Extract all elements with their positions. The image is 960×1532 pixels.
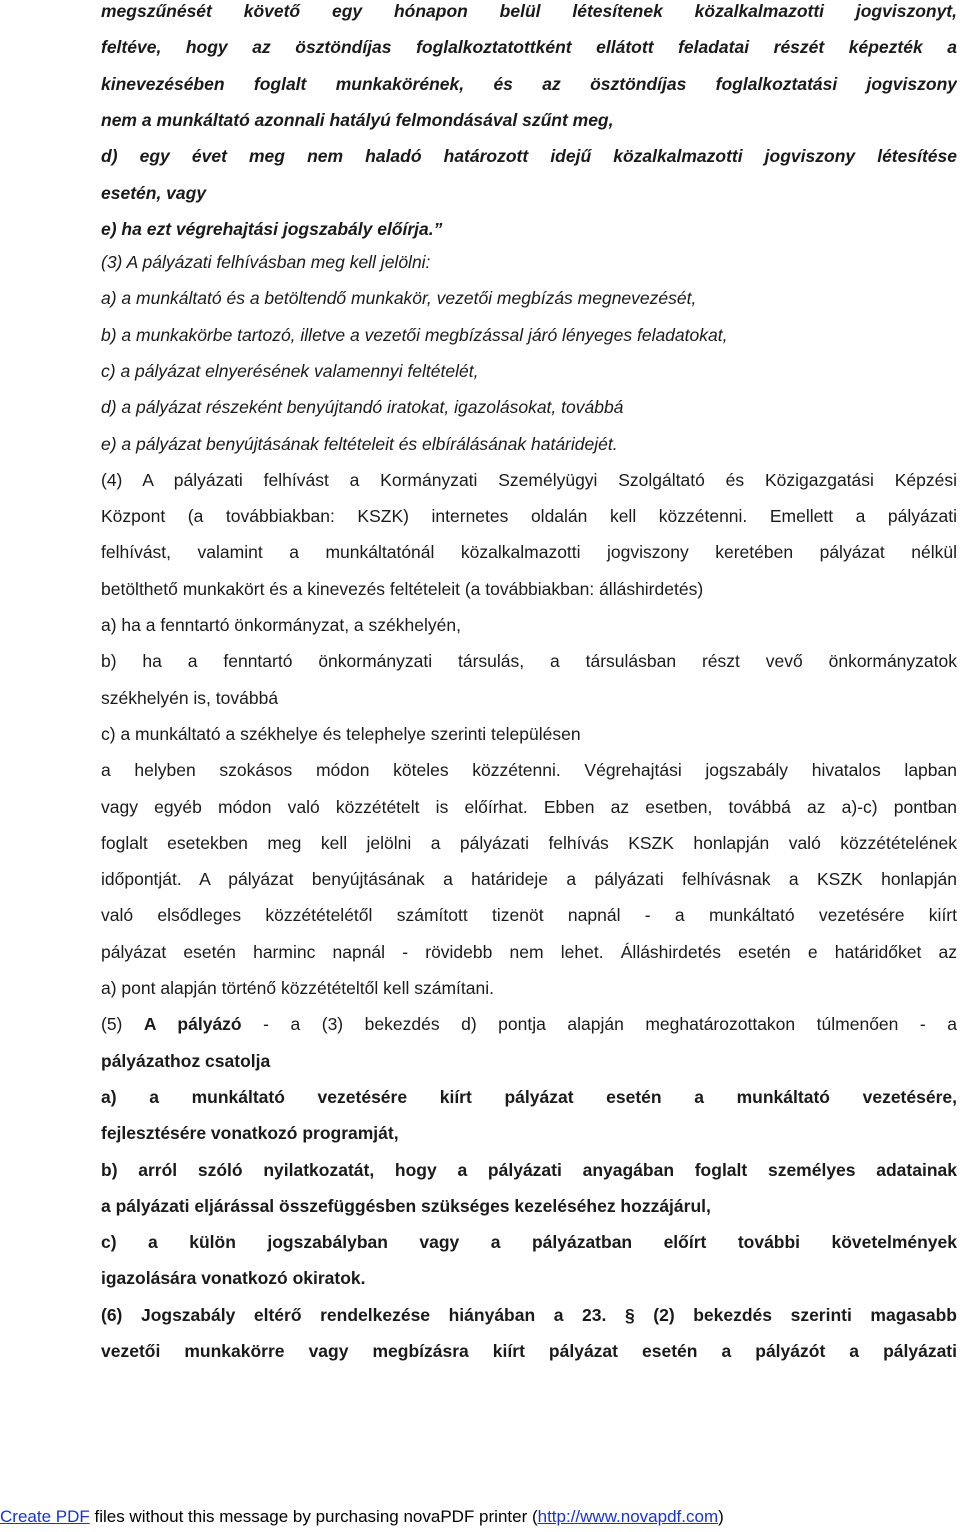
text-line: a) ha a fenntartó önkormányzat, a székhelyén,: [101, 615, 461, 635]
text-line: a) a munkáltató vezetésére kiírt pályázat esetén a munkáltató vezetésére,: [101, 1086, 957, 1107]
text-line: vezetői munkakörre vagy megbízásra kiírt pályázat esetén a pályázót a pályázati: [101, 1341, 957, 1361]
text-line: d) egy évet meg nem haladó határozott idejű közalkalmazotti jogviszony létesítése: [101, 146, 957, 167]
text-line-part: - a (3) bekezdés d) pontja alapján meghatározottakon túlmenően - a: [241, 1014, 957, 1035]
text-line: [101, 1010, 957, 1038]
text-line: foglalt esetekben meg kell jelölni a pályázati felhívás KSZK honlapján való közzétételének: [101, 832, 957, 853]
text-line: való elsődleges közzétételétől számított tizenöt napnál - a munkáltató vezetésére kiírt: [101, 905, 957, 926]
text-line: (6) Jogszabály eltérő rendelkezése hiányában a 23. § (2) bekezdés szerinti magasabb: [101, 1304, 957, 1325]
text-line: e) a pályázat benyújtásának feltételeit és elbírálásának határidejét.: [101, 433, 618, 454]
footer-text: files without this message by purchasing novaPDF printer (: [89, 1507, 538, 1526]
text-line: esetén, vagy: [101, 182, 207, 203]
footer-text-end: ): [718, 1507, 724, 1526]
text-line: megszűnését követő egy hónapon belül létesítenek közalkalmazotti jogviszonyt,: [101, 1, 957, 21]
text-line: betölthető munkakört és a kinevezés feltételeit (a továbbiakban: álláshirdetés): [101, 578, 704, 599]
text-line: székhelyén is, továbbá: [101, 687, 279, 708]
text-line: d) a pályázat részeként benyújtandó iratokat, igazolásokat, továbbá: [101, 397, 624, 418]
text-line: (3) A pályázati felhívásban meg kell jelölni:: [101, 252, 431, 272]
text-line: e) ha ezt végrehajtási jogszabály előírja.”: [101, 218, 443, 239]
text-line: a pályázati eljárással összefüggésben szükséges kezeléséhez hozzájárul,: [101, 1195, 711, 1216]
text-line: igazolására vonatkozó okiratok.: [101, 1268, 366, 1289]
pdf-watermark-footer: [0, 1502, 960, 1532]
text-line-part: A pályázó: [143, 1014, 242, 1035]
text-line: b) arról szóló nyilatkozatát, hogy a pályázati anyagában foglalt személyes adatainak: [101, 1159, 957, 1180]
text-line: pályázat esetén harminc napnál - rövidebb nem lehet. Álláshirdetés esetén e határidőket az: [101, 941, 957, 962]
text-line: a) pont alapján történő közzétételtől kell számítani.: [101, 978, 494, 998]
text-line: fejlesztésére vonatkozó programját,: [101, 1123, 399, 1144]
text-line: c) a munkáltató a székhelye és telephelye szerinti településen: [101, 723, 581, 744]
text-line: nem a munkáltató azonnali hatályú felmondásával szűnt meg,: [101, 109, 614, 130]
text-line: pályázathoz csatolja: [101, 1050, 271, 1071]
text-line: a helyben szokásos módon köteles közzétenni. Végrehajtási jogszabály hivatalos lapban: [101, 760, 957, 781]
text-line: feltéve, hogy az ösztöndíjas foglalkoztatottként ellátott feladatai részét képezték a: [101, 37, 957, 58]
text-line: c) a pályázat elnyerésének valamennyi feltételét,: [101, 360, 479, 381]
text-line-part: (5): [101, 1014, 144, 1035]
text-line: vagy egyéb módon való közzétételt is előírhat. Ebben az esetben, továbbá az a)-c) pontban: [101, 796, 957, 817]
text-line: b) a munkakörbe tartozó, illetve a vezetői megbízással járó lényeges feladatokat,: [101, 324, 728, 345]
text-line: (4) A pályázati felhívást a Kormányzati Személyügyi Szolgáltató és Közigazgatási Képzési: [101, 469, 957, 490]
text-line: a) a munkáltató és a betöltendő munkakör, vezetői megbízás megnevezését,: [101, 288, 697, 309]
text-line: b) ha a fenntartó önkormányzati társulás, a társulásban részt vevő önkormányzatok: [101, 651, 957, 672]
text-line: időpontját. A pályázat benyújtásának a határideje a pályázati felhívásnak a KSZK honlapján: [101, 869, 957, 890]
text-line: c) a külön jogszabályban vagy a pályázatban előírt további követelmények: [101, 1232, 957, 1253]
novapdf-link[interactable]: http://www.novapdf.com: [537, 1507, 719, 1526]
text-line: felhívást, valamint a munkáltatónál közalkalmazotti jogviszony keretében pályázat nélkül: [101, 542, 957, 563]
create-pdf-link[interactable]: Create PDF: [0, 1507, 90, 1526]
text-line: Központ (a továbbiakban: KSZK) internetes oldalán kell közzétenni. Emellett a pályázati: [101, 506, 957, 527]
text-line: kinevezésében foglalt munkakörének, és az ösztöndíjas foglalkoztatási jogviszony: [101, 73, 957, 94]
